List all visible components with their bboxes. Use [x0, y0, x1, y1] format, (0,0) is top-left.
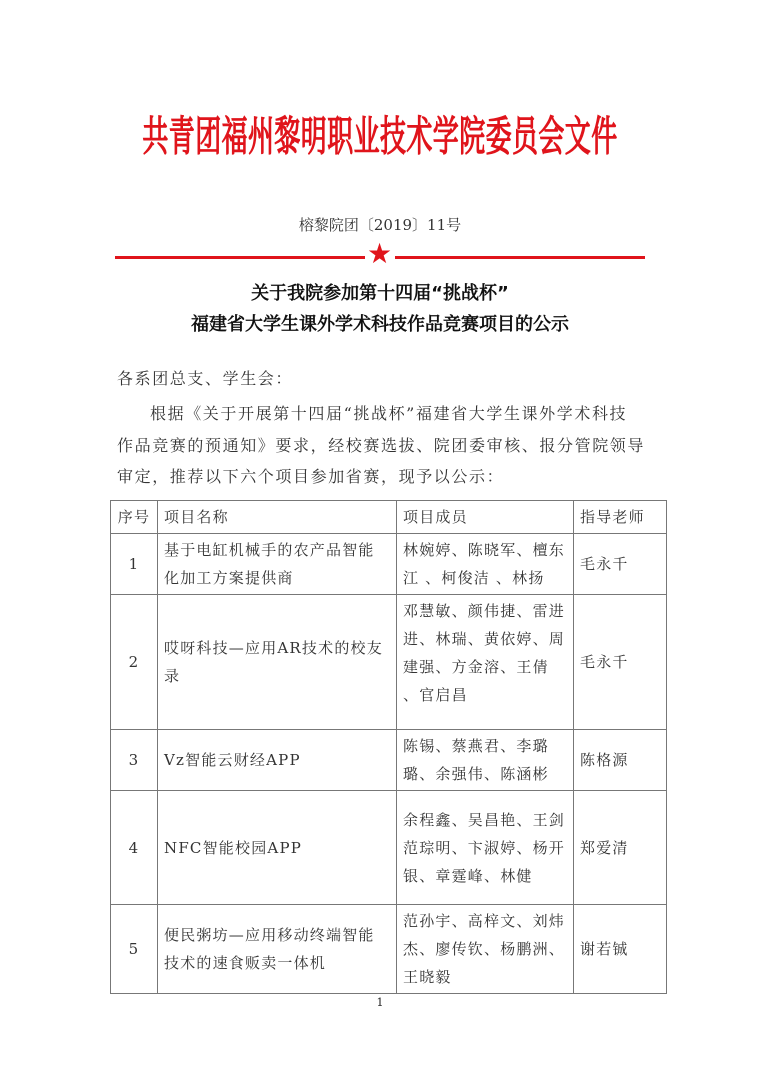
table-row: [111, 730, 667, 791]
paragraph-line: 作品竞赛的预通知》要求，经校赛选拔、院团委审核、报分管院领导: [117, 436, 646, 455]
table-row: [111, 791, 667, 905]
cell-members: 余程鑫、吴昌艳、王剑 范琮明、卞淑婷、杨开银、章霆峰、林健: [397, 791, 574, 905]
cell-no: 5: [111, 905, 158, 994]
cell-no: 4: [111, 791, 158, 905]
cell-name: 哎呀科技—应用AR技术的校友录: [158, 595, 397, 730]
cell-name: 便民粥坊—应用移动终端智能技术的速食贩卖一体机: [158, 905, 397, 994]
header-name: 项目名称: [158, 501, 397, 534]
red-divider-right: [395, 256, 645, 259]
header-advisor: 指导老师: [574, 501, 667, 534]
heading-line-1: 关于我院参加第十四届“挑战杯”: [251, 283, 509, 304]
cell-no: 1: [111, 534, 158, 595]
header-no: 序号: [111, 501, 158, 534]
document-number: 榕黎院团〔2019〕11号: [298, 216, 462, 234]
star-icon: ★: [367, 237, 393, 270]
cell-advisor: 谢若铖: [574, 905, 667, 994]
cell-members: 林婉婷、陈晓军、檀东江 、柯俊洁 、林扬: [397, 534, 574, 595]
cell-advisor: 毛永千: [574, 595, 667, 730]
document-title: 共青团福州黎明职业技术学院委员会文件: [142, 113, 618, 162]
paragraph-line: 审定，推荐以下六个项目参加省赛，现予以公示：: [117, 467, 505, 486]
cell-advisor: 毛永千: [574, 534, 667, 595]
paragraph-line: 根据《关于开展第十四届“挑战杯”福建省大学生课外学术科技: [150, 404, 628, 423]
header-members: 项目成员: [397, 501, 574, 534]
table-row: [111, 534, 667, 595]
heading-line-2: 福建省大学生课外学术科技作品竞赛项目的公示: [191, 314, 569, 335]
cell-name: 基于电缸机械手的农产品智能化加工方案提供商: [158, 534, 397, 595]
cell-no: 2: [111, 595, 158, 730]
cell-advisor: 郑爱清: [574, 791, 667, 905]
red-divider-left: [115, 256, 365, 259]
project-table: [110, 500, 667, 994]
cell-no: 3: [111, 730, 158, 791]
table-header-row: [111, 501, 667, 534]
cell-name: NFC智能校园APP: [158, 791, 397, 905]
cell-name: Vz智能云财经APP: [158, 730, 397, 791]
cell-members: 范孙宇、高梓文、刘炜杰、廖传钦、杨鹏洲、王晓毅: [397, 905, 574, 994]
cell-members: 陈锡、蔡燕君、李璐璐、余强伟、陈涵彬: [397, 730, 574, 791]
salutation: 各系团总支、学生会：: [117, 369, 294, 388]
table-row: [111, 595, 667, 730]
cell-advisor: 陈格源: [574, 730, 667, 791]
page-number: 1: [376, 996, 384, 1009]
table-row: [111, 905, 667, 994]
cell-members: 邓慧敏、颜伟捷、雷进进、林瑞、黄依婷、周建强、方金溶、王倩 、官启昌: [397, 595, 574, 730]
